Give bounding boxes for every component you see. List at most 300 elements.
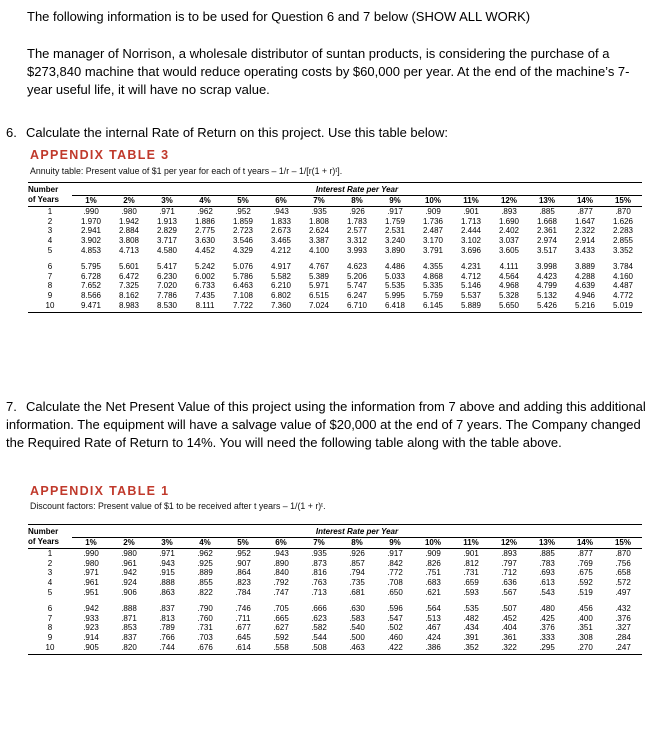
year-cell: 5 <box>47 587 53 597</box>
value-cell: .645 <box>235 632 251 642</box>
value-cell: .650 <box>387 587 403 597</box>
value-cell: .893 <box>501 549 517 559</box>
value-cell: 3.889 <box>574 262 596 272</box>
value-cell: .425 <box>539 613 555 623</box>
year-cell: 1 <box>47 207 53 217</box>
value-cell: .962 <box>197 549 213 559</box>
value-cell: 5.242 <box>194 262 216 272</box>
table-row <box>28 588 642 598</box>
year-cell: 1 <box>47 549 53 559</box>
value-cell: .683 <box>425 577 441 587</box>
value-cell: .467 <box>425 623 441 633</box>
value-cell: 2.723 <box>232 226 254 236</box>
value-cell: 2.577 <box>346 226 368 236</box>
value-cell: .613 <box>539 577 555 587</box>
value-cell: .906 <box>121 587 137 597</box>
value-cell: .351 <box>577 623 593 633</box>
value-cell: .596 <box>387 604 403 614</box>
column-header: 4% <box>186 537 224 549</box>
value-cell: 4.329 <box>232 245 254 255</box>
column-header: 1% <box>72 195 110 207</box>
value-cell: 4.968 <box>498 281 520 291</box>
value-cell: 3.717 <box>156 235 178 245</box>
value-cell: .923 <box>83 623 99 633</box>
value-cell: 3.808 <box>118 235 140 245</box>
table-row <box>28 291 642 301</box>
value-cell: 5.971 <box>308 281 330 291</box>
value-cell: 3.240 <box>384 235 406 245</box>
value-cell: .917 <box>387 549 403 559</box>
value-cell: 2.855 <box>612 235 634 245</box>
value-cell: 6.247 <box>346 290 368 300</box>
value-cell: 6.002 <box>194 271 216 281</box>
value-cell: 3.037 <box>498 235 520 245</box>
value-cell: .731 <box>197 623 213 633</box>
column-header: 1% <box>72 537 110 549</box>
value-cell: .820 <box>110 643 148 655</box>
value-cell: 3.352 <box>612 245 634 255</box>
value-cell: 5.995 <box>384 290 406 300</box>
value-cell: .888 <box>121 604 137 614</box>
value-cell: 4.868 <box>422 271 444 281</box>
table-row <box>28 246 642 256</box>
value-cell: 3.902 <box>80 235 102 245</box>
value-cell: .747 <box>273 587 289 597</box>
value-cell: .980 <box>121 207 137 217</box>
value-cell: .432 <box>615 604 631 614</box>
value-cell: 7.325 <box>118 281 140 291</box>
value-cell: 2.487 <box>422 226 444 236</box>
year-cell: 8 <box>47 623 53 633</box>
value-cell: .658 <box>615 568 631 578</box>
value-cell: .558 <box>262 643 300 655</box>
value-cell: .816 <box>311 568 327 578</box>
table-row <box>28 643 642 655</box>
value-cell: .659 <box>463 577 479 587</box>
value-cell: .665 <box>273 613 289 623</box>
value-cell: 7.435 <box>194 290 216 300</box>
year-cell: 2 <box>47 216 53 226</box>
value-cell: .247 <box>604 643 642 655</box>
value-cell: .434 <box>463 623 479 633</box>
column-header: 10% <box>414 195 452 207</box>
column-header: 11% <box>452 537 490 549</box>
column-header: 6% <box>262 537 300 549</box>
table-row <box>28 604 642 614</box>
value-cell: .744 <box>148 643 186 655</box>
value-cell: .270 <box>566 643 604 655</box>
value-cell: .666 <box>311 604 327 614</box>
value-cell: 7.024 <box>300 301 338 313</box>
value-cell: 5.328 <box>498 290 520 300</box>
value-cell: 4.580 <box>156 245 178 255</box>
value-cell: 4.486 <box>384 262 406 272</box>
value-cell: .915 <box>159 568 175 578</box>
appendix-table-1-title: APPENDIX TABLE 1 <box>30 484 170 498</box>
value-cell: .333 <box>539 632 555 642</box>
table-row <box>28 272 642 282</box>
value-cell: .513 <box>425 613 441 623</box>
value-cell: 3.170 <box>422 235 444 245</box>
value-cell: .990 <box>83 549 99 559</box>
value-cell: 3.630 <box>194 235 216 245</box>
value-cell: .823 <box>235 577 251 587</box>
value-cell: 1.808 <box>308 216 330 226</box>
table-row <box>28 549 642 559</box>
value-cell: .497 <box>615 587 631 597</box>
value-cell: 1.913 <box>156 216 178 226</box>
table-row <box>28 226 642 236</box>
value-cell: 6.463 <box>232 281 254 291</box>
value-cell: .582 <box>311 623 327 633</box>
value-cell: 2.673 <box>270 226 292 236</box>
value-cell: 4.853 <box>80 245 102 255</box>
value-cell: 4.772 <box>612 290 634 300</box>
question-7-number: 7. <box>6 399 17 414</box>
column-header: 12% <box>490 195 528 207</box>
value-cell: 6.472 <box>118 271 140 281</box>
value-cell: .675 <box>577 568 593 578</box>
value-cell: 4.639 <box>574 281 596 291</box>
value-cell: 6.733 <box>194 281 216 291</box>
value-cell: 4.917 <box>270 262 292 272</box>
value-cell: .480 <box>539 604 555 614</box>
value-cell: .905 <box>72 643 110 655</box>
value-cell: 1.713 <box>460 216 482 226</box>
row-header-number: Number <box>28 183 72 196</box>
value-cell: 4.452 <box>194 245 216 255</box>
value-cell: .840 <box>273 568 289 578</box>
value-cell: .853 <box>121 623 137 633</box>
value-cell: .404 <box>501 623 517 633</box>
value-cell: 2.361 <box>536 226 558 236</box>
value-cell: .943 <box>273 549 289 559</box>
instructions-header: The following information is to be used for Question 6 and 7 below (SHOW ALL WORK) <box>27 9 531 24</box>
value-cell: .797 <box>501 558 517 568</box>
year-cell: 7 <box>47 271 53 281</box>
value-cell: 1.668 <box>536 216 558 226</box>
value-cell: .703 <box>197 632 213 642</box>
table-row <box>28 578 642 588</box>
question-6 <box>6 124 646 142</box>
year-cell: 2 <box>47 558 53 568</box>
value-cell: 5.795 <box>80 262 102 272</box>
value-cell: 6.728 <box>80 271 102 281</box>
column-header: 8% <box>338 195 376 207</box>
value-cell: .386 <box>414 643 452 655</box>
year-cell: 6 <box>47 262 53 272</box>
value-cell: 4.231 <box>460 262 482 272</box>
value-cell: .863 <box>159 587 175 597</box>
year-cell: 6 <box>47 604 53 614</box>
column-header: 5% <box>224 537 262 549</box>
value-cell: .926 <box>349 207 365 217</box>
value-cell: 6.515 <box>308 290 330 300</box>
value-cell: 7.108 <box>232 290 254 300</box>
value-cell: 8.566 <box>80 290 102 300</box>
value-cell: .864 <box>235 568 251 578</box>
value-cell: 5.146 <box>460 281 482 291</box>
discount-factor-table <box>28 524 642 655</box>
value-cell: .746 <box>235 604 251 614</box>
value-cell: 4.767 <box>308 262 330 272</box>
table-row <box>28 559 642 569</box>
annuity-table <box>28 182 642 313</box>
interest-rate-header: Interest Rate per Year <box>72 525 642 538</box>
value-cell: .935 <box>311 207 327 217</box>
value-cell: 4.288 <box>574 271 596 281</box>
value-cell: .893 <box>501 207 517 217</box>
year-cell: 10 <box>28 643 72 655</box>
value-cell: 3.102 <box>460 235 482 245</box>
value-cell: 5.426 <box>528 301 566 313</box>
column-header: 9% <box>376 537 414 549</box>
value-cell: 1.736 <box>422 216 444 226</box>
value-cell: .917 <box>387 207 403 217</box>
value-cell: .519 <box>577 587 593 597</box>
value-cell: 2.322 <box>574 226 596 236</box>
column-header: 14% <box>566 195 604 207</box>
value-cell: .890 <box>273 558 289 568</box>
value-cell: .621 <box>425 587 441 597</box>
value-cell: .452 <box>501 613 517 623</box>
value-cell: .677 <box>235 623 251 633</box>
value-cell: 5.033 <box>384 271 406 281</box>
value-cell: 3.791 <box>422 245 444 255</box>
value-cell: .885 <box>539 549 555 559</box>
value-cell: .837 <box>159 604 175 614</box>
value-cell: .593 <box>463 587 479 597</box>
value-cell: 5.206 <box>346 271 368 281</box>
value-cell: 7.652 <box>80 281 102 291</box>
value-cell: .873 <box>311 558 327 568</box>
table-row <box>28 207 642 217</box>
value-cell: 5.076 <box>232 262 254 272</box>
value-cell: 5.389 <box>308 271 330 281</box>
table-row <box>28 262 642 272</box>
value-cell: .713 <box>311 587 327 597</box>
column-header: 3% <box>148 195 186 207</box>
value-cell: 3.696 <box>460 245 482 255</box>
value-cell: 4.423 <box>536 271 558 281</box>
column-header: 13% <box>528 195 566 207</box>
value-cell: 1.626 <box>612 216 634 226</box>
value-cell: .627 <box>273 623 289 633</box>
value-cell: .971 <box>159 207 175 217</box>
value-cell: 8.111 <box>186 301 224 313</box>
value-cell: .507 <box>501 604 517 614</box>
value-cell: .500 <box>349 632 365 642</box>
value-cell: 9.471 <box>72 301 110 313</box>
column-header: 12% <box>490 537 528 549</box>
value-cell: .708 <box>387 577 403 587</box>
value-cell: .926 <box>349 549 365 559</box>
column-header: 15% <box>604 537 642 549</box>
value-cell: .813 <box>159 613 175 623</box>
value-cell: .751 <box>425 568 441 578</box>
value-cell: .769 <box>577 558 593 568</box>
value-cell: .842 <box>387 558 403 568</box>
value-cell: 4.799 <box>536 281 558 291</box>
value-cell: .971 <box>159 549 175 559</box>
value-cell: .952 <box>235 207 251 217</box>
row-header-years: of Years <box>28 195 72 207</box>
value-cell: 5.216 <box>566 301 604 313</box>
value-cell: 3.312 <box>346 235 368 245</box>
value-cell: 1.647 <box>574 216 596 226</box>
value-cell: .422 <box>376 643 414 655</box>
value-cell: .792 <box>273 577 289 587</box>
value-cell: 7.786 <box>156 290 178 300</box>
value-cell: .942 <box>83 604 99 614</box>
value-cell: 2.283 <box>612 226 634 236</box>
column-header: 3% <box>148 537 186 549</box>
value-cell: 4.487 <box>612 281 634 291</box>
value-cell: .885 <box>539 207 555 217</box>
year-cell: 5 <box>47 245 53 255</box>
value-cell: 4.564 <box>498 271 520 281</box>
value-cell: .756 <box>615 558 631 568</box>
value-cell: .735 <box>349 577 365 587</box>
year-cell: 4 <box>47 577 53 587</box>
value-cell: .482 <box>463 613 479 623</box>
value-cell: .980 <box>83 558 99 568</box>
column-header: 7% <box>300 195 338 207</box>
value-cell: .567 <box>501 587 517 597</box>
column-header: 14% <box>566 537 604 549</box>
value-cell: .961 <box>121 558 137 568</box>
table-row <box>28 614 642 624</box>
value-cell: 1.783 <box>346 216 368 226</box>
row-header-years: of Years <box>28 537 72 549</box>
value-cell: .822 <box>197 587 213 597</box>
value-cell: .592 <box>577 577 593 587</box>
value-cell: 5.582 <box>270 271 292 281</box>
table-row <box>28 236 642 246</box>
value-cell: 5.650 <box>490 301 528 313</box>
value-cell: .857 <box>349 558 365 568</box>
year-cell: 3 <box>47 226 53 236</box>
value-cell: 2.402 <box>498 226 520 236</box>
value-cell: .789 <box>159 623 175 633</box>
value-cell: 3.784 <box>612 262 634 272</box>
value-cell: .763 <box>311 577 327 587</box>
value-cell: .855 <box>197 577 213 587</box>
year-cell: 7 <box>47 613 53 623</box>
value-cell: .924 <box>121 577 137 587</box>
question-7 <box>6 398 646 452</box>
value-cell: 4.623 <box>346 262 368 272</box>
value-cell: 6.145 <box>414 301 452 313</box>
value-cell: .391 <box>463 632 479 642</box>
table-row <box>28 568 642 578</box>
year-cell: 3 <box>47 568 53 578</box>
value-cell: .760 <box>197 613 213 623</box>
column-header: 6% <box>262 195 300 207</box>
value-cell: .783 <box>539 558 555 568</box>
value-cell: .502 <box>387 623 403 633</box>
value-cell: 8.983 <box>110 301 148 313</box>
column-header: 8% <box>338 537 376 549</box>
value-cell: 5.417 <box>156 262 178 272</box>
value-cell: .961 <box>83 577 99 587</box>
value-cell: .463 <box>338 643 376 655</box>
value-cell: 6.802 <box>270 290 292 300</box>
value-cell: 4.100 <box>308 245 330 255</box>
value-cell: 8.162 <box>118 290 140 300</box>
value-cell: 7.020 <box>156 281 178 291</box>
value-cell: .592 <box>273 632 289 642</box>
value-cell: .376 <box>615 613 631 623</box>
value-cell: .901 <box>463 207 479 217</box>
value-cell: .909 <box>425 549 441 559</box>
value-cell: 4.713 <box>118 245 140 255</box>
value-cell: .962 <box>197 207 213 217</box>
value-cell: .543 <box>539 587 555 597</box>
year-cell: 9 <box>47 290 53 300</box>
value-cell: .870 <box>615 207 631 217</box>
value-cell: .352 <box>452 643 490 655</box>
value-cell: 6.710 <box>338 301 376 313</box>
value-cell: 3.517 <box>536 245 558 255</box>
value-cell: .914 <box>83 632 99 642</box>
value-cell: .951 <box>83 587 99 597</box>
value-cell: .711 <box>235 613 251 623</box>
value-cell: 6.418 <box>376 301 414 313</box>
column-header: 13% <box>528 537 566 549</box>
year-cell: 9 <box>47 632 53 642</box>
value-cell: 5.535 <box>384 281 406 291</box>
value-cell: .693 <box>539 568 555 578</box>
value-cell: .681 <box>349 587 365 597</box>
value-cell: 6.230 <box>156 271 178 281</box>
value-cell: .564 <box>425 604 441 614</box>
value-cell: 2.974 <box>536 235 558 245</box>
value-cell: .583 <box>349 613 365 623</box>
value-cell: .308 <box>577 632 593 642</box>
value-cell: 4.111 <box>499 262 519 272</box>
appendix-table-3-caption: Annuity table: Present value of $1 per year for each of t years – 1/r – 1/[r(1 + r)ᵗ]. <box>30 166 343 176</box>
value-cell: .572 <box>615 577 631 587</box>
value-cell: 5.335 <box>422 281 444 291</box>
value-cell: .630 <box>349 604 365 614</box>
value-cell: 6.210 <box>270 281 292 291</box>
question-6-number: 6. <box>6 125 17 140</box>
value-cell: 3.433 <box>574 245 596 255</box>
row-header-number: Number <box>28 525 72 538</box>
value-cell: .547 <box>387 613 403 623</box>
value-cell: .731 <box>463 568 479 578</box>
value-cell: .971 <box>83 568 99 578</box>
value-cell: 2.775 <box>194 226 216 236</box>
value-cell: 4.212 <box>270 245 292 255</box>
value-cell: 7.360 <box>262 301 300 313</box>
value-cell: .284 <box>615 632 631 642</box>
value-cell: 2.444 <box>460 226 482 236</box>
year-cell: 4 <box>47 235 53 245</box>
value-cell: .901 <box>463 549 479 559</box>
value-cell: .877 <box>577 207 593 217</box>
value-cell: .705 <box>273 604 289 614</box>
column-header: 7% <box>300 537 338 549</box>
value-cell: .942 <box>121 568 137 578</box>
value-cell: 3.465 <box>270 235 292 245</box>
value-cell: .990 <box>83 207 99 217</box>
value-cell: 1.886 <box>194 216 216 226</box>
value-cell: .295 <box>528 643 566 655</box>
column-header: 15% <box>604 195 642 207</box>
value-cell: 3.890 <box>384 245 406 255</box>
